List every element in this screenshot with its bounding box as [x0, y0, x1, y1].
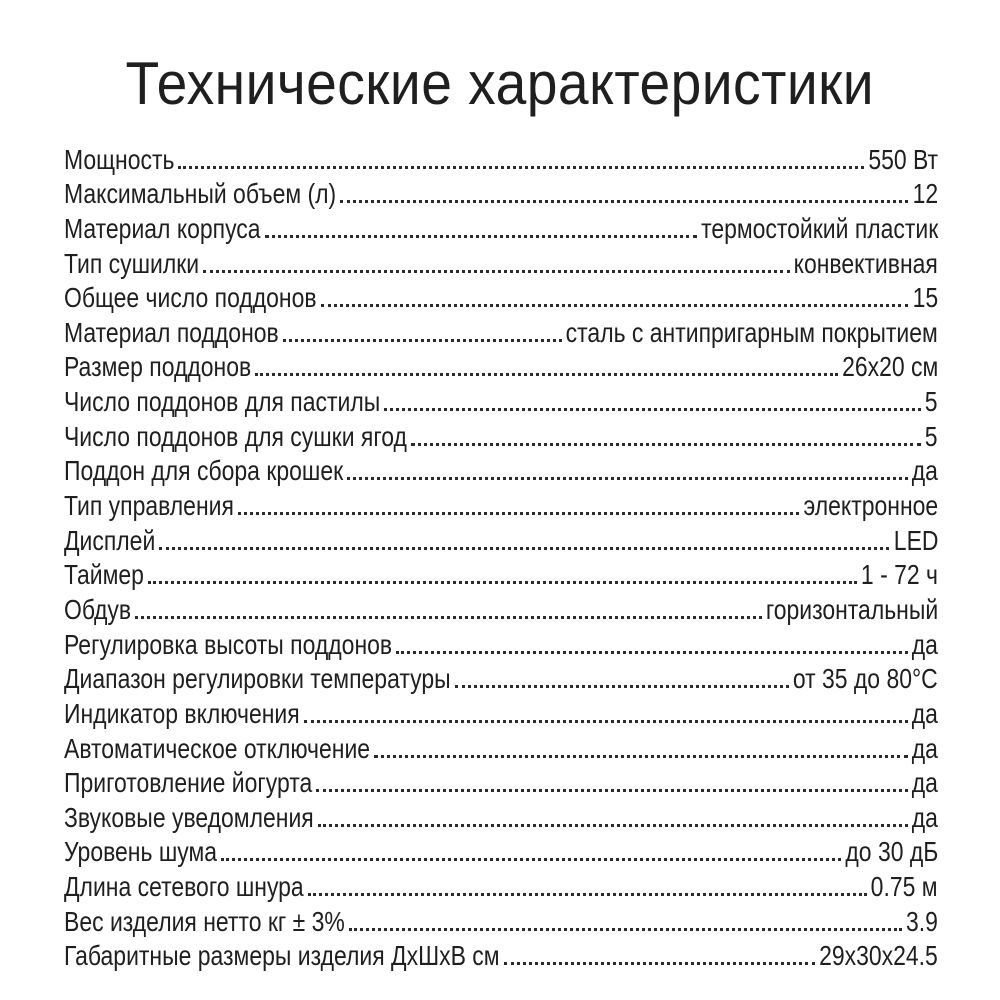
- spec-row-power-indicator: [64, 694, 938, 729]
- dot-leader: [321, 304, 909, 307]
- spec-label: Обдув: [64, 593, 132, 625]
- dot-leader: [283, 339, 562, 342]
- spec-value: сталь с антипригарным покрытием: [565, 316, 938, 348]
- spec-row-noise-level: [64, 833, 938, 868]
- spec-value: 3.9: [906, 905, 938, 937]
- spec-value: 15: [912, 282, 938, 314]
- spec-row-net-weight: [64, 902, 938, 937]
- spec-value: 26x20 см: [841, 351, 938, 383]
- spec-label: Габаритные размеры изделия ДхШхВ см: [64, 940, 500, 972]
- dot-leader: [349, 928, 902, 931]
- spec-value: горизонтальный: [765, 593, 938, 625]
- spec-value: 1 - 72 ч: [860, 559, 938, 591]
- spec-label: Размер поддонов: [64, 351, 252, 383]
- dot-leader: [304, 720, 908, 723]
- dot-leader: [159, 547, 889, 550]
- spec-row-tray-size: [64, 348, 938, 383]
- page-title: [0, 46, 1000, 122]
- spec-row-max-volume: [64, 175, 938, 210]
- spec-label: Уровень шума: [64, 836, 218, 868]
- spec-row-tray-material: [64, 313, 938, 348]
- spec-value: да: [911, 732, 938, 764]
- spec-row-body-material: [64, 209, 938, 244]
- spec-value: да: [911, 801, 938, 833]
- spec-value: 5: [925, 386, 938, 418]
- dot-leader: [265, 235, 697, 238]
- spec-label: Материал корпуса: [64, 212, 261, 244]
- spec-list: [64, 140, 938, 971]
- spec-row-crumb-tray: [64, 452, 938, 487]
- spec-value: 29x30x24.5: [819, 940, 938, 972]
- spec-row-airflow: [64, 590, 938, 625]
- spec-label: Число поддонов для пастилы: [64, 386, 381, 418]
- spec-label: Мощность: [64, 143, 175, 175]
- spec-value: 5: [925, 420, 938, 452]
- spec-row-pastila-trays: [64, 382, 938, 417]
- spec-label: Индикатор включения: [64, 697, 300, 729]
- dot-leader: [455, 685, 789, 688]
- spec-label: Диапазон регулировки температуры: [64, 663, 451, 695]
- spec-label: Регулировка высоты поддонов: [64, 628, 393, 660]
- spec-value: 0.75 м: [871, 871, 938, 903]
- spec-label: Вес изделия нетто кг ± 3%: [64, 905, 345, 937]
- spec-label: Автоматическое отключение: [64, 732, 371, 764]
- spec-value: от 35 до 80°C: [793, 663, 938, 695]
- dot-leader: [504, 962, 816, 965]
- spec-row-sound-alerts: [64, 798, 938, 833]
- dot-leader: [203, 270, 790, 273]
- dot-leader: [347, 477, 908, 480]
- spec-row-berry-trays: [64, 417, 938, 452]
- spec-label: Материал поддонов: [64, 316, 279, 348]
- dot-leader: [221, 858, 841, 861]
- spec-row-temp-range: [64, 660, 938, 695]
- spec-value: да: [911, 455, 938, 487]
- spec-label: Максимальный объем (л): [64, 178, 337, 210]
- spec-row-auto-off: [64, 729, 938, 764]
- spec-label: Общее число поддонов: [64, 282, 317, 314]
- dot-leader: [411, 443, 921, 446]
- spec-label: Приготовление йогурта: [64, 767, 313, 799]
- spec-row-display: [64, 521, 938, 556]
- spec-value: электронное: [803, 490, 938, 522]
- spec-label: Поддон для сбора крошек: [64, 455, 344, 487]
- spec-row-dimensions: [64, 937, 938, 972]
- spec-value: конвективная: [793, 247, 938, 279]
- spec-value: да: [911, 767, 938, 799]
- page-title-text: Технические характеристики: [125, 50, 875, 117]
- spec-label: Число поддонов для сушки ягод: [64, 420, 407, 452]
- dot-leader: [340, 200, 908, 203]
- spec-row-power: [64, 140, 938, 175]
- dot-leader: [308, 893, 867, 896]
- spec-value: до 30 дБ: [845, 836, 938, 868]
- dot-leader: [374, 755, 908, 758]
- spec-label: Длина сетевого шнура: [64, 871, 304, 903]
- spec-label: Дисплей: [64, 524, 156, 556]
- dot-leader: [384, 408, 921, 411]
- dot-leader: [135, 616, 762, 619]
- spec-label: Звуковые уведомления: [64, 801, 314, 833]
- dot-leader: [178, 166, 864, 169]
- spec-value: термостойкий пластик: [700, 212, 938, 244]
- dot-leader: [148, 581, 857, 584]
- dot-leader: [318, 824, 908, 827]
- dot-leader: [316, 789, 908, 792]
- dot-leader: [255, 373, 838, 376]
- spec-label: Тип сушилки: [64, 247, 200, 279]
- spec-value: да: [911, 697, 938, 729]
- spec-value: 550 Вт: [868, 143, 938, 175]
- dot-leader: [238, 512, 799, 515]
- dot-leader: [396, 651, 908, 654]
- spec-label: Таймер: [64, 559, 144, 591]
- spec-label: Тип управления: [64, 490, 234, 522]
- spec-row-timer: [64, 556, 938, 591]
- spec-row-control-type: [64, 486, 938, 521]
- spec-row-yogurt: [64, 764, 938, 799]
- spec-value: LED: [893, 524, 938, 556]
- spec-row-tray-count: [64, 279, 938, 314]
- spec-row-cord-length: [64, 867, 938, 902]
- spec-row-dryer-type: [64, 244, 938, 279]
- spec-value: да: [911, 628, 938, 660]
- spec-row-height-adjust: [64, 625, 938, 660]
- spec-value: 12: [912, 178, 938, 210]
